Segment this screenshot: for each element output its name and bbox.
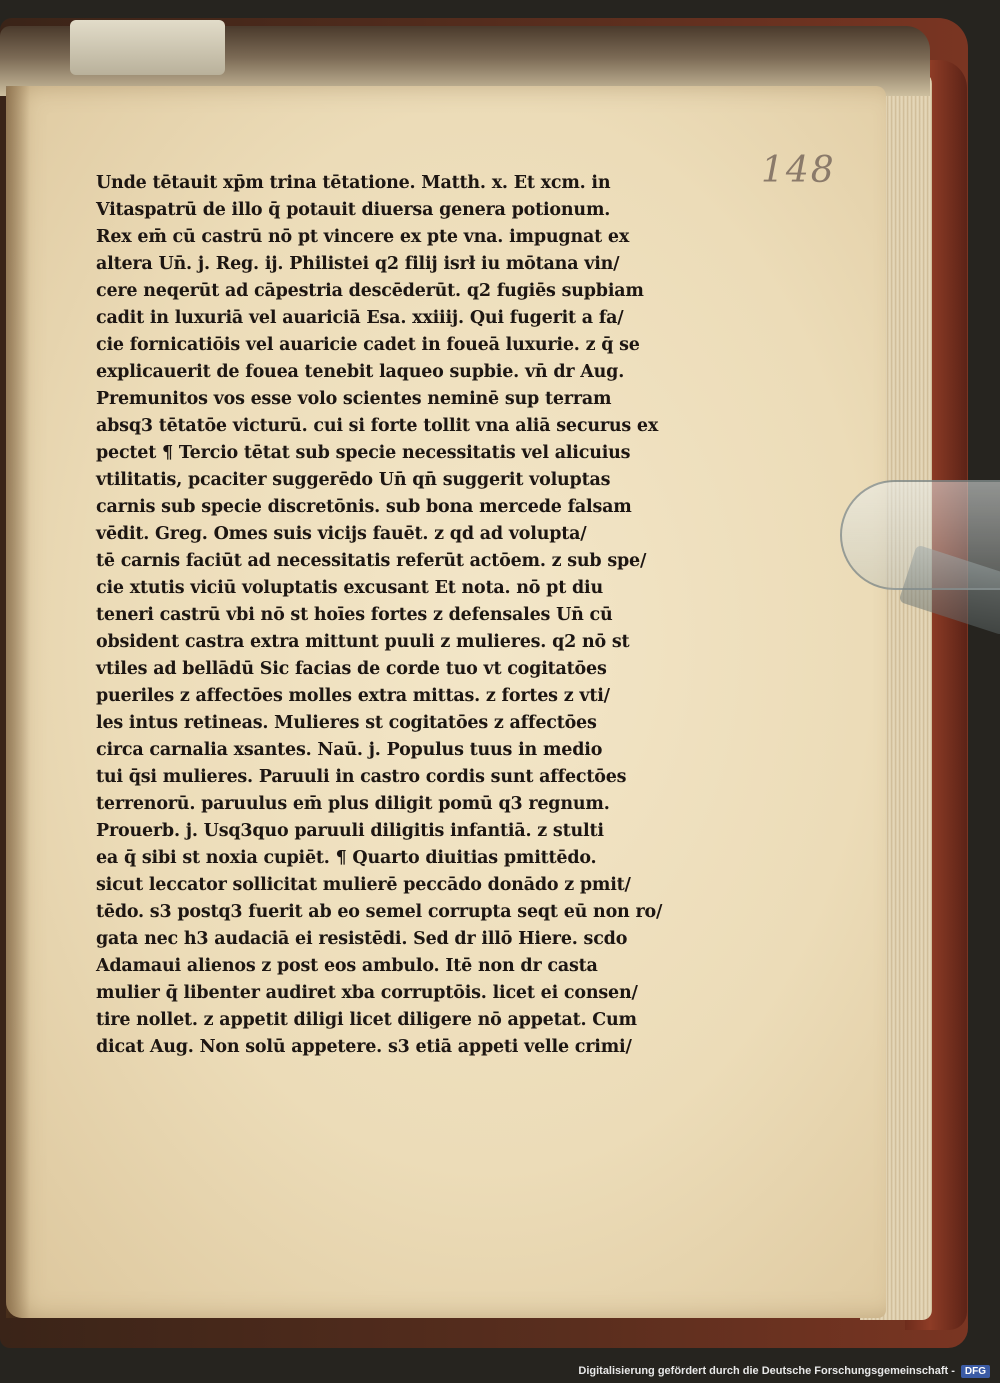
text-line: tui q̄si mulieres. Paruuli in castro cordis sunt affectōes — [96, 767, 627, 787]
text-line: tire nollet. z appetit diligi licet diligere nō appetat. Cum — [96, 1010, 637, 1030]
folio-number: 148 — [761, 150, 836, 191]
text-line: tēdo. s3 postq3 fuerit ab eo semel corrupta seqt eū non ro/ — [96, 902, 663, 922]
text-line: Adamaui alienos z post eos ambulo. Itē non dr casta — [96, 956, 598, 976]
text-line: carnis sub specie discretōnis. sub bona mercede falsam — [96, 497, 632, 517]
text-line: Rex em̄ cū castrū nō pt vincere ex pte vna. impugnat ex — [96, 227, 630, 247]
text-line: cie fornicatiōis vel auaricie cadet in foueā luxurie. z q̄ se — [96, 335, 640, 355]
text-line: cie xtutis viciū voluptatis excusant Et nota. nō pt diu — [96, 578, 603, 598]
text-line: Prouerb. j. Usq3quo paruuli diligitis infantiā. z stulti — [96, 821, 604, 841]
text-line: altera Un̄. j. Reg. ij. Philistei q2 filij isrł iu mōtana vin/ — [96, 254, 620, 274]
text-line: les intus retineas. Mulieres st cogitatōes z affectōes — [96, 713, 597, 733]
text-line: circa carnalia xsantes. Naū. j. Populus tuus in medio — [96, 740, 603, 760]
text-line: obsident castra extra mittunt puuli z mulieres. q2 nō st — [96, 632, 630, 652]
text-line: cadit in luxuriā vel auariciā Esa. xxiiij. Qui fugerit a fa/ — [96, 308, 624, 328]
text-line: Vitaspatrū de illo q̄ potauit diuersa genera potionum. — [96, 200, 611, 220]
text-line: explicauerit de fouea tenebit laqueo supbie. vn̄ dr Aug. — [96, 362, 625, 382]
footer-credit-text: Digitalisierung gefördert durch die Deutsche Forschungsgemeinschaft - — [578, 1365, 955, 1377]
head-tab — [70, 20, 225, 75]
text-line: dicat Aug. Non solū appetere. s3 etiā appeti velle crimi/ — [96, 1037, 632, 1057]
book-page — [6, 86, 886, 1318]
text-line: Unde tētauit xp̄m trina tētatione. Matth. x. Et xcm. in — [96, 173, 611, 193]
text-line: ea q̄ sibi st noxia cupiēt. ¶ Quarto diuitias pmittēdo. — [96, 848, 597, 868]
text-line: sicut leccator sollicitat mulierē peccādo donādo z pmit/ — [96, 875, 631, 895]
text-line: vtilitatis, pcaciter suggerēdo Un̄ qn̄ suggerit voluptas — [96, 470, 611, 490]
text-block — [96, 170, 696, 1061]
dfg-logo: DFG — [961, 1365, 990, 1378]
text-line: pectet ¶ Tercio tētat sub specie necessitatis vel alicuius — [96, 443, 631, 463]
text-line: vtiles ad bellādū Sic facias de corde tuo vt cogitatōes — [96, 659, 607, 679]
text-line: absq3 tētatōe victurū. cui si forte tollit vna aliā securus ex — [96, 416, 659, 436]
text-line: vēdit. Greg. Omes suis vicijs fauēt. z qd ad volupta/ — [96, 524, 587, 544]
page-gutter-shadow — [6, 86, 30, 1318]
text-line: teneri castrū vbi nō st hoīes fortes z defensales Un̄ cū — [96, 605, 613, 625]
footer-credit — [578, 1362, 990, 1380]
text-line: terrenorū. paruulus em̄ plus diligit pomū q3 regnum. — [96, 794, 610, 814]
text-line: tē carnis faciūt ad necessitatis referūt actōem. z sub spe/ — [96, 551, 647, 571]
text-line: cere neqerūt ad cāpestria descēderūt. q2 fugiēs supbiam — [96, 281, 644, 301]
text-line: mulier q̄ libenter audiret xba corruptōis. licet ei consen/ — [96, 983, 638, 1003]
text-line: gata nec h3 audaciā ei resistēdi. Sed dr illō Hiere. scdo — [96, 929, 628, 949]
text-line: pueriles z affectōes molles extra mittas. z fortes z vti/ — [96, 686, 610, 706]
text-line: Premunitos vos esse volo scientes neminē sup terram — [96, 389, 612, 409]
